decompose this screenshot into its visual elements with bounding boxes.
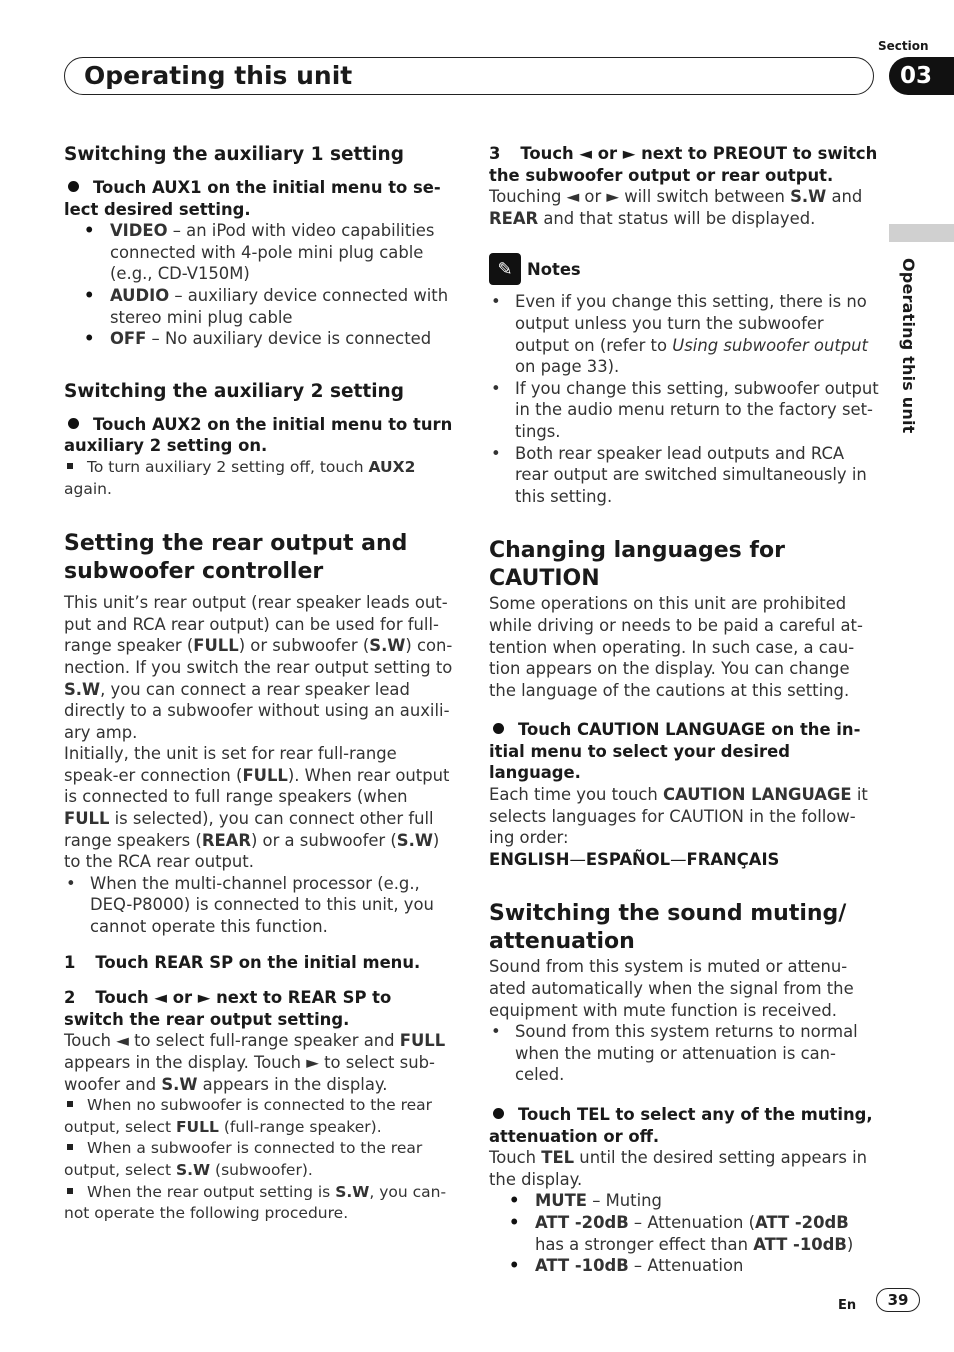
- language-order: ENGLISH—ESPAÑOL—FRANÇAIS: [489, 849, 780, 869]
- caution-body-2: Each time you touch CAUTION LANGUAGE it selects languages for CAUTION in the follow-ing order:: [489, 785, 868, 848]
- aux1-instruction: Touch AUX1 on the initial menu to se-lect desired setting.: [64, 178, 441, 219]
- caution-heading: Changing languages for CAUTION: [489, 538, 785, 592]
- list-item: • If you change this setting, subwoofer output in the audio menu return to the factory set-tings.: [489, 378, 879, 443]
- mute-body: Sound from this system is muted or attenu-ated automatically when the signal from the equipment with mute function is received.: [489, 957, 854, 1020]
- section-number-tab: 03: [889, 57, 954, 95]
- bullet-dot-icon: [493, 1108, 504, 1119]
- bullet-dot-icon: [68, 181, 79, 192]
- rear-paragraph-2: Initially, the unit is set for rear full-range speak-er connection (FULL). When rear output is connected to full range speakers (when FULL is selected), you can connect other full range speakers (REAR) or a subwoofer (S.W) to the RCA rear output.: [64, 744, 450, 872]
- rear-output-heading: Setting the rear output and subwoofer controller: [64, 531, 408, 585]
- notes-heading: ✎ Notes: [489, 253, 879, 285]
- step-2: 2 Touch ◄ or ► next to REAR SP to switch the rear output setting.: [64, 988, 392, 1029]
- bullet-dot-icon: [493, 723, 504, 734]
- mute-heading: Switching the sound muting/ attenuation: [489, 901, 847, 955]
- square-bullet-icon: [67, 1144, 73, 1150]
- square-bullet-icon: [67, 1188, 73, 1194]
- rear-bullet: • When the multi-channel processor (e.g., DEQ-P8000) is connected to this unit, you cannot operate this function.: [64, 873, 454, 938]
- square-bullet-icon: [67, 1101, 73, 1107]
- caution-instruction: Touch CAUTION LANGUAGE on the in-itial menu to select your desired language.: [489, 720, 861, 783]
- side-tab-strip: [889, 224, 954, 242]
- step-2-body: Touch ◄ to select full-range speaker and FULL appears in the display. Touch ► to select sub-woofer and S.W appears in the display.: [64, 1031, 446, 1094]
- aux1-heading: Switching the auxiliary 1 setting: [64, 144, 404, 165]
- list-item: • ATT -10dB – Attenuation: [489, 1255, 879, 1277]
- list-item: • ATT -20dB – Attenuation (ATT -20dB has a stronger effect than ATT -10dB): [489, 1212, 879, 1255]
- notes-list: [489, 291, 879, 507]
- mute-bullet: • Sound from this system returns to normal when the muting or attenuation is can-celed.: [489, 1021, 879, 1086]
- aux2-instruction: Touch AUX2 on the initial menu to turn auxiliary 2 setting on.: [64, 414, 453, 456]
- section-label: Section: [878, 39, 929, 53]
- step-3-body: Touching ◄ or ► will switch between S.W and REAR and that status will be displayed.: [489, 187, 863, 228]
- square-bullet-icon: [67, 463, 73, 469]
- list-item: When a subwoofer is connected to the rear output, select S.W (subwoofer).: [64, 1139, 423, 1179]
- list-item: • Even if you change this setting, there is no output unless you turn the subwoofer output on (refer to Using subwoofer output on page 33).: [489, 291, 879, 377]
- list-item: • OFF – No auxiliary device is connected: [64, 328, 454, 350]
- page-number: 39: [876, 1288, 920, 1312]
- side-tab-label: Operating this unit: [899, 258, 918, 434]
- list-item: • VIDEO – an iPod with video capabilities connected with 4-pole mini plug cable (e.g., CD-V150M): [64, 220, 454, 285]
- bullet-dot-icon: [68, 418, 79, 429]
- step-1: 1 Touch REAR SP on the initial menu.: [64, 952, 421, 972]
- left-column: [64, 143, 454, 1225]
- mute-body-2: Touch TEL until the desired setting appears in the display.: [489, 1148, 868, 1189]
- list-item: When no subwoofer is connected to the rear output, select FULL (full-range speaker).: [64, 1096, 433, 1136]
- aux2-heading: Switching the auxiliary 2 setting: [64, 380, 404, 402]
- step-3: 3 Touch ◄ or ► next to PREOUT to switch the subwoofer output or rear output.: [489, 144, 878, 185]
- rear-notes-list: [64, 1095, 454, 1225]
- aux1-option-list: [64, 220, 454, 350]
- mute-instruction: Touch TEL to select any of the muting, attenuation or off.: [489, 1105, 873, 1146]
- list-item: When the rear output setting is S.W, you can-not operate the following procedure.: [64, 1182, 447, 1223]
- footer-language: En: [838, 1298, 857, 1313]
- list-item: • Both rear speaker lead outputs and RCA rear output are switched simultaneously in this setting.: [489, 443, 879, 508]
- right-column: [489, 143, 879, 1277]
- list-item: • MUTE – Muting: [489, 1190, 879, 1212]
- rear-paragraph-1: This unit’s rear output (rear speaker leads out-put and RCA rear output) can be used for full-range speaker (FULL) or subwoofer (S.W) con-nection. If you switch the rear output setting to S.W, you can connect a rear speaker lead directly to a subwoofer without using an auxili-ary amp.: [64, 593, 453, 742]
- notes-pencil-icon: ✎: [489, 253, 521, 285]
- mute-option-list: [489, 1190, 879, 1276]
- caution-body: Some operations on this unit are prohibited while driving or needs to be paid a careful at-tention when operating. In such case, a cau-tion appears on the display. You can change the language of the cautions at this setting.: [489, 594, 863, 700]
- page-title: Operating this unit: [84, 61, 353, 90]
- list-item: • AUDIO – auxiliary device connected with stereo mini plug cable: [64, 285, 454, 328]
- aux2-note: To turn auxiliary 2 setting off, touch AUX2 again.: [64, 457, 416, 498]
